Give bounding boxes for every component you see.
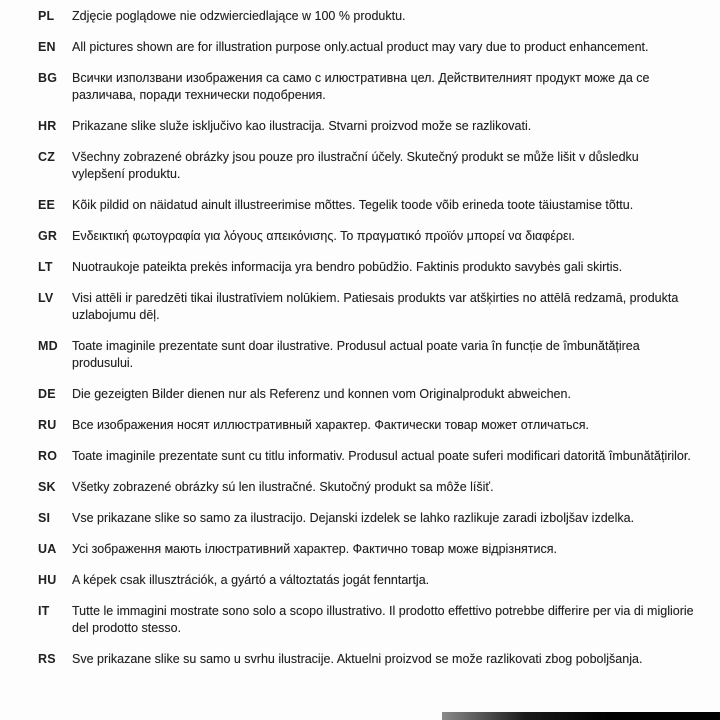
language-code: IT [38, 604, 50, 618]
disclaimer-text: Die gezeigten Bilder dienen nur als Referenz und konnen vom Originalprodukt abweichen. [72, 387, 571, 401]
language-code: RU [38, 418, 57, 432]
language-code: RS [38, 652, 56, 666]
language-code: RO [38, 449, 58, 463]
disclaimer-row [38, 448, 694, 465]
disclaimer-text: Kõik pildid on näidatud ainult illustreerimise mõttes. Tegelik toode võib erineda toote täiustamise tõttu. [72, 198, 634, 212]
disclaimer-text: Tutte le immagini mostrate sono solo a scopo illustrativo. Il prodotto effettivo potrebbe differire per via di migliorie del prodotto stesso. [72, 604, 694, 635]
disclaimer-text: Toate imaginile prezentate sunt doar ilustrative. Produsul actual poate varia în funcție de îmbunătățirea produsului. [72, 339, 640, 370]
disclaimer-row [38, 197, 694, 214]
disclaimer-row [38, 651, 694, 668]
disclaimer-row [38, 118, 694, 135]
disclaimer-text: Zdjęcie poglądowe nie odzwierciedlające w 100 % produktu. [72, 9, 406, 23]
language-code: HU [38, 573, 57, 587]
disclaimer-row [38, 149, 694, 183]
disclaimer-row [38, 8, 694, 25]
disclaimer-row [38, 541, 694, 558]
language-code: DE [38, 387, 56, 401]
disclaimer-row [38, 259, 694, 276]
disclaimer-text: Все изображения носят иллюстративный характер. Фактически товар может отличаться. [72, 418, 590, 432]
language-code: GR [38, 229, 58, 243]
disclaimer-text: Všechny zobrazené obrázky jsou pouze pro ilustrační účely. Skutečný produkt se může lišit v důsledku vylepšení produktu. [72, 150, 639, 181]
disclaimer-text: Всички използвани изображения са само с илюстративна цел. Действителният продукт може да се различава, поради технически подобрения. [72, 71, 650, 102]
disclaimer-row [38, 603, 694, 637]
language-code: LT [38, 260, 53, 274]
disclaimer-text: All pictures shown are for illustration purpose only.actual product may vary due to product enhancement. [72, 40, 649, 54]
disclaimer-row [38, 290, 694, 324]
language-code: SI [38, 511, 51, 525]
disclaimer-text: Všetky zobrazené obrázky sú len ilustračné. Skutočný produkt sa môže líšiť. [72, 480, 494, 494]
disclaimer-text: Усі зображення мають ілюстративний характер. Фактично товар може відрізнятися. [72, 542, 557, 556]
language-code: EN [38, 40, 56, 54]
disclaimer-text: A képek csak illusztrációk, a gyártó a változtatás jogát fenntartja. [72, 573, 430, 587]
disclaimer-row [38, 510, 694, 527]
disclaimer-row [38, 338, 694, 372]
language-code: UA [38, 542, 57, 556]
disclaimer-row [38, 70, 694, 104]
disclaimer-row [38, 386, 694, 403]
disclaimer-row [38, 572, 694, 589]
disclaimer-text: Toate imaginile prezentate sunt cu titlu informativ. Produsul actual poate suferi modificari datorită îmbunătățirilor. [72, 449, 691, 463]
language-code: SK [38, 480, 56, 494]
disclaimer-row [38, 479, 694, 496]
disclaimer-row [38, 417, 694, 434]
disclaimer-text: Visi attēli ir paredzēti tikai ilustratīviem nolūkiem. Patiesais produkts var atšķirties no attēlā redzamā, produkta uzlabojumu dēļ. [72, 291, 679, 322]
language-code: LV [38, 291, 54, 305]
language-code: MD [38, 339, 58, 353]
language-code: CZ [38, 150, 56, 164]
disclaimer-list [38, 8, 694, 668]
scan-artifact-bar [442, 712, 720, 720]
disclaimer-text: Sve prikazane slike su samo u svrhu ilustracije. Aktuelni proizvod se može razlikovati zbog poboljšanja. [72, 652, 643, 666]
language-code: EE [38, 198, 56, 212]
language-code: BG [38, 71, 58, 85]
disclaimer-text: Ενδεικτική φωτογραφία για λόγους απεικόνισης. Το πραγματικό προϊόν μπορεί να διαφέρει. [72, 229, 575, 243]
disclaimer-text: Nuotraukoje pateikta prekės informacija yra bendro pobūdžio. Faktinis produkto savybės gali skirtis. [72, 260, 623, 274]
language-code: HR [38, 119, 57, 133]
disclaimer-text: Prikazane slike služe isključivo kao ilustracija. Stvarni proizvod može se razlikovati. [72, 119, 532, 133]
disclaimer-row [38, 228, 694, 245]
disclaimer-text: Vse prikazane slike so samo za ilustracijo. Dejanski izdelek se lahko razlikuje zaradi izboljšav izdelka. [72, 511, 635, 525]
language-code: PL [38, 9, 55, 23]
disclaimer-row [38, 39, 694, 56]
